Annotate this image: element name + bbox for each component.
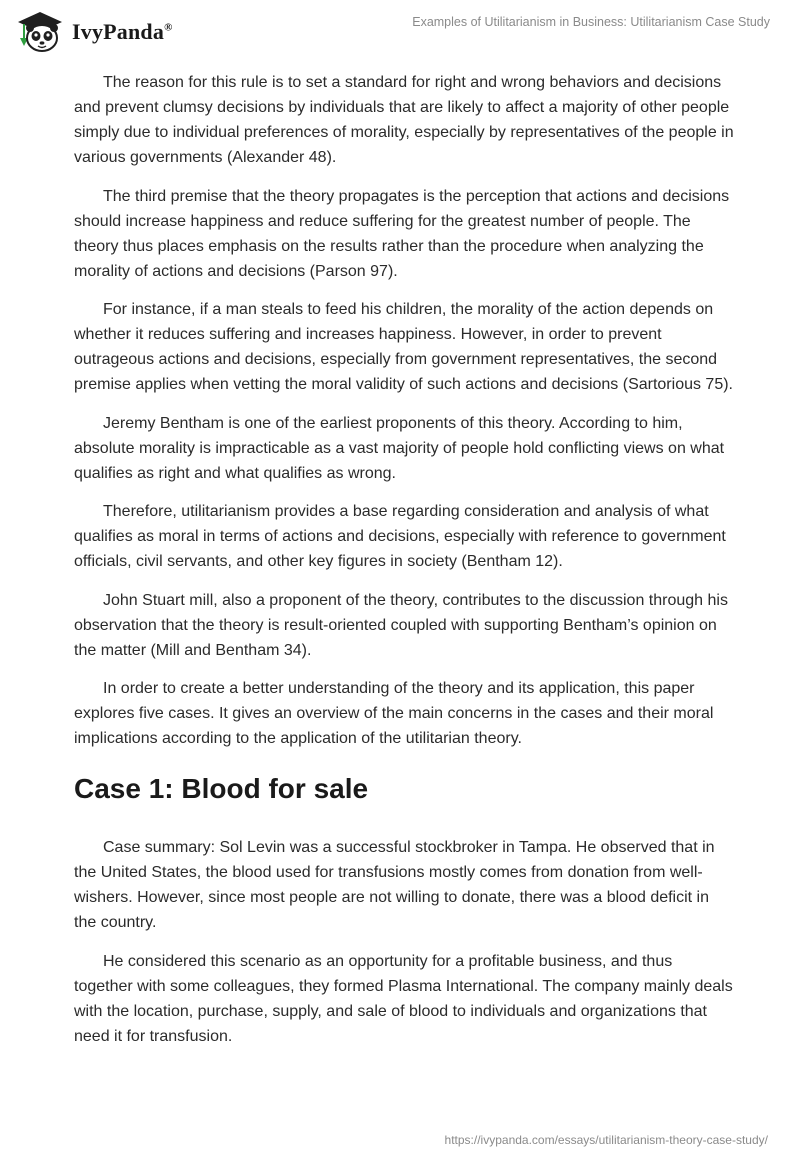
paragraph: In order to create a better understanding of the theory and its application, this paper explores five cases. It gives an overview of the main concerns in the cases and their moral implications according to the application of the utilitarian theory.	[74, 680, 714, 747]
ivypanda-logo[interactable]	[14, 8, 173, 56]
paragraph: For instance, if a man steals to feed his children, the morality of the action depends on whether it reduces suffering and increases happiness. However, in order to prevent outrageous actions and decisions, especially from government representatives, the second premise applies when vetting the moral validity of such actions and decisions (Sartorious 75).	[74, 301, 733, 393]
source-url[interactable]: https://ivypanda.com/essays/utilitarianism-theory-case-study/	[444, 1133, 768, 1147]
page-header	[0, 0, 800, 70]
brand-registered-mark: ®	[164, 21, 173, 34]
document-title: Examples of Utilitarianism in Business: Utilitarianism Case Study	[412, 15, 770, 29]
brand-name	[72, 19, 173, 45]
paragraph: Therefore, utilitarianism provides a base regarding consideration and analysis of what qualifies as moral in terms of actions and decisions, especially with reference to government officials, civil servants, and other key figures in society (Bentham 12).	[74, 503, 726, 570]
paragraph: The third premise that the theory propagates is the perception that actions and decisions should increase happiness and reduce suffering for the greatest number of people. The theory thus places emphasis on the results rather than the procedure when analyzing the morality of actions and decisions (Parson 97).	[74, 187, 730, 280]
paragraph: He considered this scenario as an opportunity for a profitable business, and thus together with some colleagues, they formed Plasma International. The company mainly deals with the location, purchase, supply, and sale of blood to individuals and organizations that need it for transfusion.	[74, 952, 733, 1045]
section-heading: Case 1: Blood for sale	[74, 773, 369, 804]
panda-graduation-cap-icon	[14, 8, 66, 56]
article-body	[74, 70, 734, 1062]
paragraph: The reason for this rule is to set a standard for right and wrong behaviors and decisions and prevent clumsy decisions by individuals that are likely to affect a majority of other people simply due to individual preferences of morality, especially by representatives of the people in various governments (Alexander 48).	[74, 74, 734, 166]
paragraph: Jeremy Bentham is one of the earliest proponents of this theory. According to him, absolute morality is impracticable as a vast majority of people hold conflicting views on what qualifies as right and what qualifies as wrong.	[74, 414, 725, 482]
brand-text: IvyPanda	[72, 19, 165, 44]
paragraph: John Stuart mill, also a proponent of the theory, contributes to the discussion through his observation that the theory is result-oriented coupled with supporting Bentham’s opinion on the matter (Mill and Bentham 34).	[74, 591, 728, 659]
paragraph: Case summary: Sol Levin was a successful stockbroker in Tampa. He observed that in the United States, the blood used for transfusions mostly comes from donation from well-wishers. However, since most people are not willing to donate, there was a blood deficit in the country.	[74, 839, 715, 931]
